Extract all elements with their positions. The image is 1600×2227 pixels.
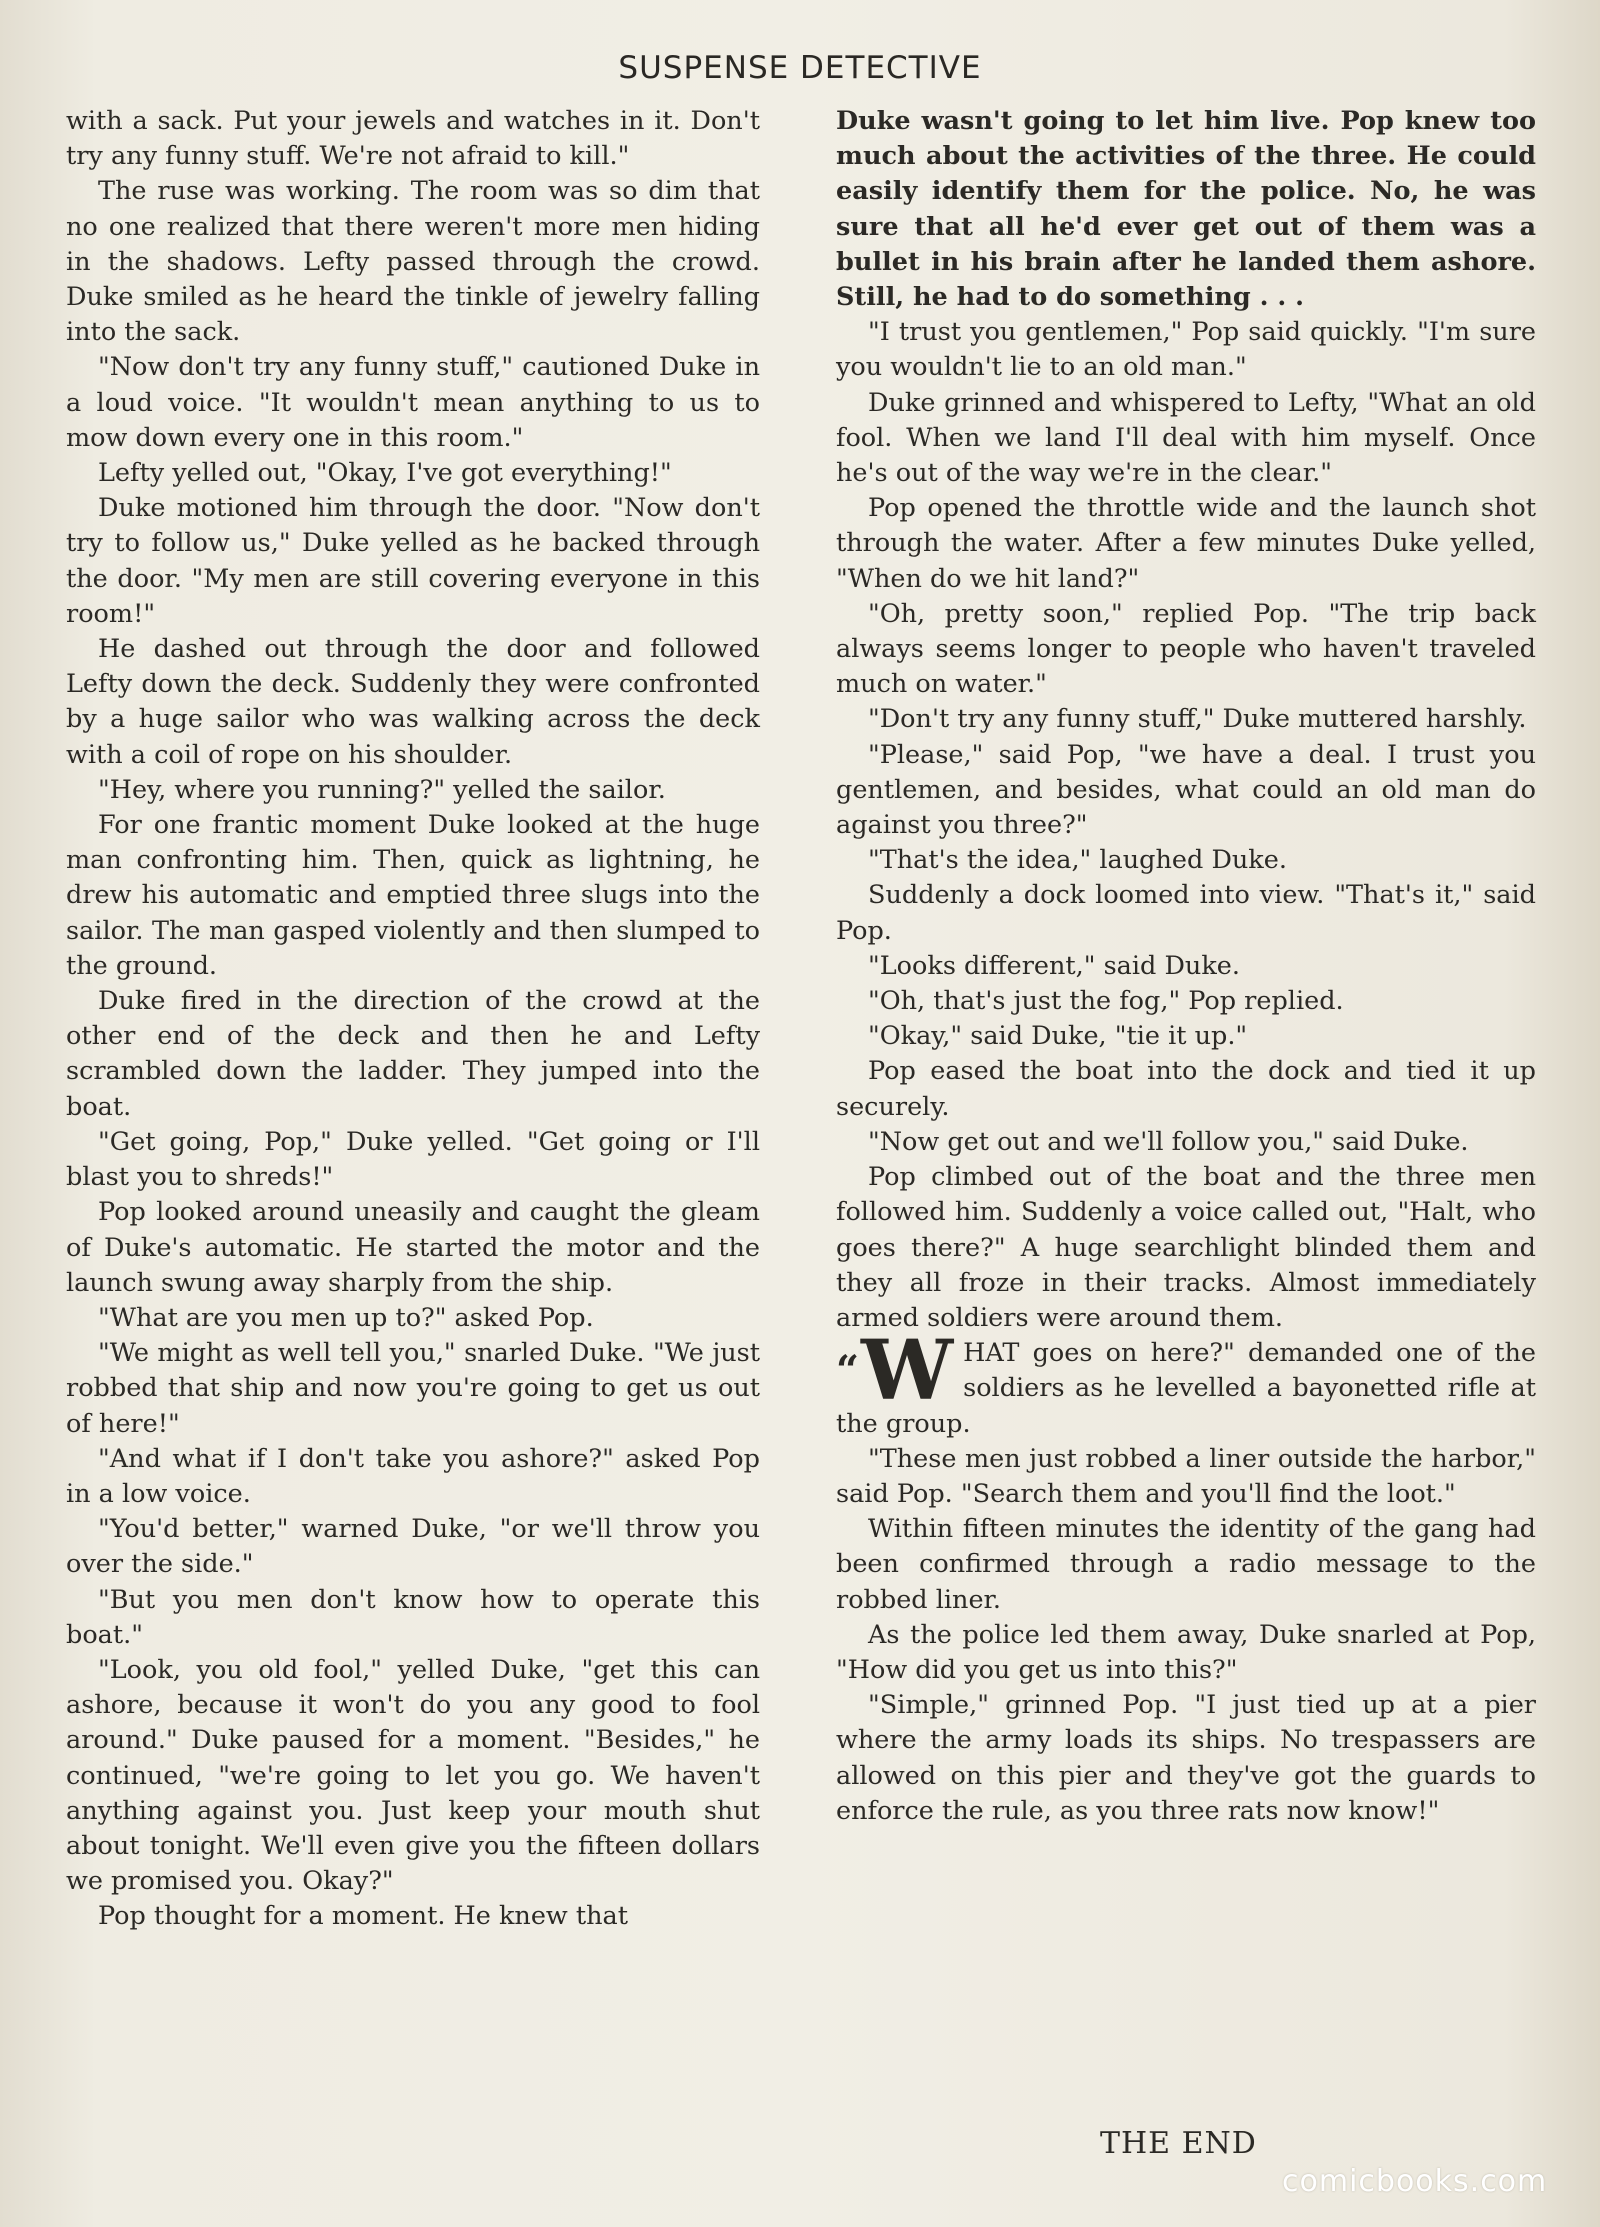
paragraph: "These men just robbed a liner outside the harbor," said Pop. "Search them and you'll find the loot." <box>836 1443 1536 1509</box>
paragraph: Lefty yelled out, "Okay, I've got everything!" <box>98 458 672 489</box>
left-text-column <box>66 104 760 1935</box>
paragraph: "And what if I don't take you ashore?" asked Pop in a low voice. <box>66 1443 760 1509</box>
paragraph: "But you men don't know how to operate this boat." <box>66 1584 760 1650</box>
paragraph: Pop eased the boat into the dock and tied it up securely. <box>836 1056 1536 1122</box>
paragraph: with a sack. Put your jewels and watches in it. Don't try any funny stuff. We're not afraid to kill." <box>66 106 760 172</box>
paragraph: "Hey, where you running?" yelled the sailor. <box>98 774 666 805</box>
paragraph: "Look, you old fool," yelled Duke, "get this can ashore, because it won't do you any good to fool around." Duke paused for a moment. "Besides," he continued, "we're going to let you go. We haven't anything against you. Just keep your mouth shut about tonight. We'll even give you the fifteen dollars we promised you. Okay?" <box>66 1654 760 1897</box>
paragraph: "Now don't try any funny stuff," cautioned Duke in a loud voice. "It wouldn't mean anything to us to mow down every one in this room." <box>66 352 760 453</box>
drop-cap-paragraph-text: HAT goes on here?" demanded one of the soldiers as he levelled a bayonetted rifle at the group. <box>836 1338 1536 1439</box>
right-column-paragraphs <box>836 104 1536 1336</box>
drop-cap <box>836 1323 954 1420</box>
paragraph: "Simple," grinned Pop. "I just tied up at a pier where the army loads its ships. No trespassers are allowed on this pier and they've got the guards to enforce the rule, as you three rats now know!" <box>836 1690 1536 1826</box>
paragraph: He dashed out through the door and followed Lefty down the deck. Suddenly they were confronted by a huge sailor who was walking across the deck with a coil of rope on his shoulder. <box>66 634 760 770</box>
paragraph: Pop looked around uneasily and caught the gleam of Duke's automatic. He started the motor and the launch swung away sharply from the ship. <box>66 1197 760 1298</box>
the-end-label: THE END <box>1100 2126 1257 2161</box>
watermark: comicbooks.com <box>1282 2164 1548 2199</box>
paragraph: Pop opened the throttle wide and the launch shot through the water. After a few minutes Duke yelled, "When do we hit land?" <box>836 493 1536 594</box>
paragraph: Duke grinned and whispered to Lefty, "What an old fool. When we land I'll deal with him myself. Once he's out of the way we're in the clear." <box>836 387 1536 489</box>
paragraph: "Don't try any funny stuff," Duke muttered harshly. <box>868 704 1527 735</box>
drop-cap-letter: W <box>861 1323 954 1420</box>
paragraph: "I trust you gentlemen," Pop said quickly. "I'm sure you wouldn't lie to an old man." <box>836 317 1536 383</box>
paragraph: Pop thought for a moment. He knew that <box>98 1901 628 1932</box>
paragraph: "Get going, Pop," Duke yelled. "Get going or I'll blast you to shreds!" <box>66 1126 760 1193</box>
right-column-closing-paragraphs <box>836 1442 1536 1829</box>
paragraph: "What are you men up to?" asked Pop. <box>98 1302 594 1333</box>
paragraph: As the police led them away, Duke snarled at Pop, "How did you get us into this?" <box>836 1619 1536 1685</box>
paragraph: "Please," said Pop, "we have a deal. I trust you gentlemen, and besides, what could an old man do against you three?" <box>836 739 1536 841</box>
drop-cap-paragraph <box>836 1323 1536 1442</box>
paragraph: Pop climbed out of the boat and the three men followed him. Suddenly a voice called out, "Halt, who goes there?" A huge searchlight blinded them and they all froze in their tracks. Almost immediately armed soldiers were around them. <box>836 1162 1536 1333</box>
paragraph: Duke motioned him through the door. "Now don't try to follow us," Duke yelled as he backed through the door. "My men are still covering everyone in this room!" <box>66 493 760 629</box>
paragraph: "We might as well tell you," snarled Duke. "We just robbed that ship and now you're going to get us out of here!" <box>66 1338 760 1439</box>
paragraph: "Oh, pretty soon," replied Pop. "The trip back always seems longer to people who haven't traveled much on water." <box>836 598 1536 700</box>
paragraph: "Okay," said Duke, "tie it up." <box>868 1021 1248 1052</box>
paragraph: "You'd better," warned Duke, "or we'll throw you over the side." <box>66 1514 760 1580</box>
paragraph: "Looks different," said Duke. <box>868 950 1240 981</box>
paragraph: Duke fired in the direction of the crowd at the other end of the deck and then he and Lefty scrambled down the ladder. They jumped into the boat. <box>66 986 760 1122</box>
drop-cap-quote: “ <box>836 1347 860 1395</box>
paragraph: "Now get out and we'll follow you," said Duke. <box>868 1126 1469 1157</box>
paragraph: Duke wasn't going to let him live. Pop knew too much about the activities of the three. He could easily identify them for the police. No, he was sure that all he'd ever get out of them was a bullet in his brain after he landed them ashore. Still, he had to do something . . . <box>836 106 1536 313</box>
paragraph: "That's the idea," laughed Duke. <box>868 845 1287 876</box>
paragraph: "Oh, that's just the fog," Pop replied. <box>868 986 1344 1017</box>
running-header: SUSPENSE DETECTIVE <box>618 50 982 86</box>
paragraph: Suddenly a dock loomed into view. "That's it," said Pop. <box>836 880 1536 946</box>
paragraph: Within fifteen minutes the identity of the gang had been confirmed through a radio message to the robbed liner. <box>836 1514 1536 1615</box>
right-text-column <box>836 104 1536 1829</box>
paragraph: The ruse was working. The room was so dim that no one realized that there weren't more men hiding in the shadows. Lefty passed through the crowd. Duke smiled as he heard the tinkle of jewelry falling into the sack. <box>66 176 760 348</box>
paragraph: For one frantic moment Duke looked at the huge man confronting him. Then, quick as lightning, he drew his automatic and emptied three slugs into the sailor. The man gasped violently and then slumped to the ground. <box>66 810 760 981</box>
